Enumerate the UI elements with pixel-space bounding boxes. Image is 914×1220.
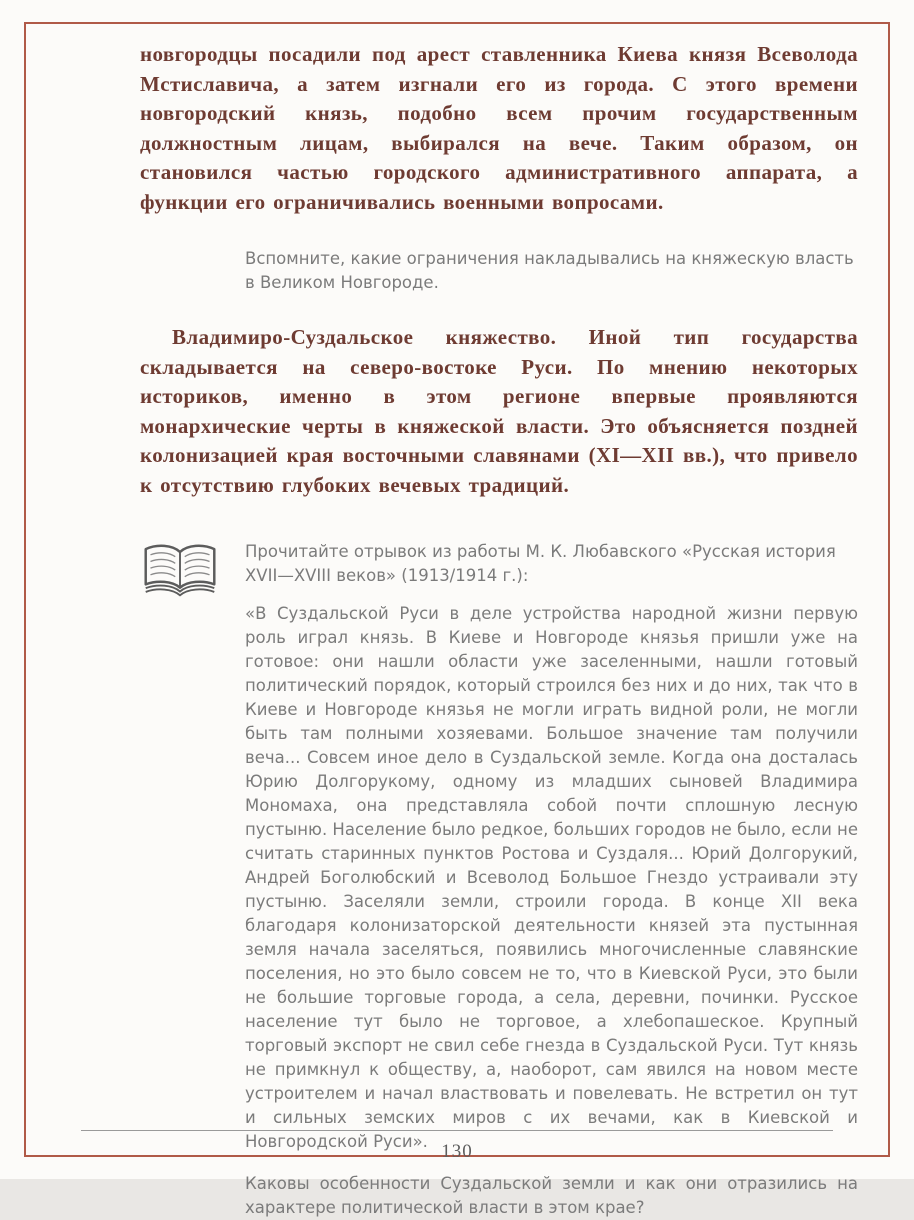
recall-note-text: Вспомните, какие ограничения накладывались на княжескую власть в Великом Новгороде.	[245, 249, 854, 292]
reading-icon-column	[140, 540, 245, 1220]
reading-question: Каковы особенности Суздальской земли и как они отразились на характере политической власти в этом крае?	[245, 1174, 858, 1217]
reading-block	[140, 540, 858, 1220]
page-content	[140, 40, 858, 1220]
reading-instruction: Прочитайте отрывок из работы М. К. Любавского «Русская история XVII—XVIII веков» (1913/1914 г.):	[245, 542, 836, 585]
intro-paragraph: новгородцы посадили под арест ставленника Киева князя Всеволода Мстиславича, а затем изгнали его из города. С этого времени новгородский князь, подобно всем прочим государственным должностным лицам, выбирался на вече. Таким образом, он становился частью городского административного аппарата, а функции его ограничивались военными вопросами.	[140, 42, 858, 214]
page-footer	[0, 1130, 914, 1163]
reading-text-column	[245, 540, 858, 1220]
section-heading: Владимиро-Суздальское княжество.	[172, 325, 557, 349]
recall-note	[245, 247, 858, 295]
page-number: 130	[441, 1141, 473, 1162]
section-body-text: Иной тип государства складывается на северо-востоке Руси. По мнению некоторых историков, именно в этом регионе впервые проявляются монархические черты в княжеской власти. Это объясняется поздней колонизацией края восточными славянами (XI—XII вв.), что привело к отсутствию глубоких вечевых традиций.	[140, 325, 858, 497]
footer-rule	[81, 1130, 833, 1131]
section-paragraph	[140, 323, 858, 500]
open-book-icon	[140, 542, 220, 600]
reading-quote: «В Суздальской Руси в деле устройства народной жизни первую роль играл князь. В Киеве и Новгороде князья пришли уже на готовое: они нашли области уже заселенными, нашли готовый политический порядок, который строился без них и до них, так что в Киеве и Новгороде князья не могли играть видной роли, не могли быть там полными хозяевами. Большое значение там получили веча... Совсем иное дело в Суздальской земле. Когда она досталась Юрию Долгорукому, одному из младших сыновей Владимира Мономаха, она представляла собой почти сплошную лесную пустыню. Население было редкое, больших городов не было, если не считать старинных пунктов Ростова и Суздаля... Юрий Долгорукий, Андрей Боголюбский и Всеволод Большое Гнездо устраивали эту пустыню. Заселяли земли, строили города. В конце XII века благодаря колонизаторской деятельности князей эта пустынная земля начала заселяться, появились многочисленные славянские поселения, но это было совсем не то, что в Киевской Руси, это были не большие торговые города, а села, деревни, починки. Русское население тут было не торговое, а хлебопашеское. Крупный торговый экспорт не свил себе гнезда в Суздальской Руси. Тут князь не примкнул к обществу, а, наоборот, сам явился на новом месте устроителем и начал властвовать и повелевать. Не встретил он тут и сильных земских миров с их вечами, как в Киевской и Новгородской Руси».	[245, 604, 858, 1151]
